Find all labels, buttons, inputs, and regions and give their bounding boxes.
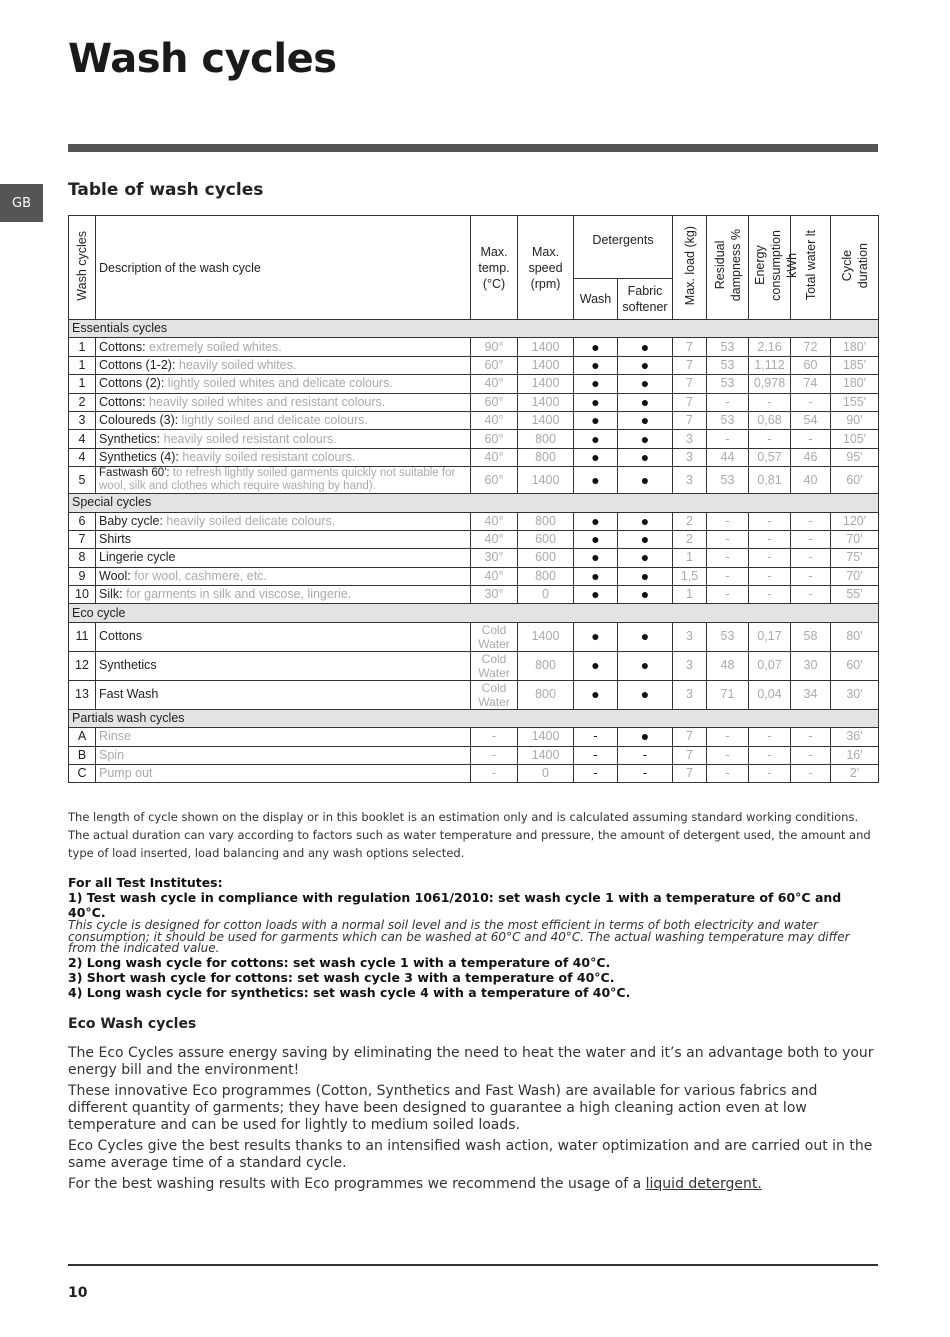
fabric-softener: ● [618,586,673,604]
wash-detergent: ● [574,651,618,680]
cycle-number: 13 [69,680,96,709]
max-temp: 60° [471,467,518,494]
wash-detergent: ● [574,530,618,548]
wash-detergent: - [574,765,618,783]
cycle-number: 5 [69,467,96,494]
max-temp: 60° [471,393,518,411]
eco-paragraph-1: The Eco Cycles assure energy saving by eliminating the need to heat the water and it’s an advantage both to your energy bill and the environment! [68,1045,874,1078]
fabric-softener: ● [618,728,673,746]
residual-dampness: - [707,530,749,548]
eco-paragraph-2: These innovative Eco programmes (Cotton, Synthetics and Fast Wash) are available for various fabrics and different quantity of garments; they have been designed to guarantee a high cleaning action even at low temperature and can be used for lightly to medium soiled loads. [68,1083,818,1133]
table-row [69,411,879,429]
fabric-softener: ● [618,375,673,393]
cycle-detail: heavily soiled delicate colours. [162,513,336,528]
energy-consumption: 0,07 [749,651,791,680]
energy-consumption: - [749,746,791,764]
cycle-number: 6 [69,512,96,530]
total-water: - [791,530,831,548]
max-temp: 60° [471,430,518,448]
test-item-1: 1) Test wash cycle in compliance with regulation 1061/2010: set wash cycle 1 with a temperature of 60°C and 40°C. [68,890,842,920]
cycle-description: Synthetics [96,651,471,680]
section-title: Table of wash cycles [68,180,264,200]
max-speed: 1400 [518,375,574,393]
cycle-number: 10 [69,586,96,604]
max-load: 3 [673,467,707,494]
max-speed: 1400 [518,622,574,651]
total-water: - [791,430,831,448]
header-max-speed: Max. speed (rpm) [518,216,574,320]
cycle-duration: 95' [831,448,879,466]
max-load: 3 [673,651,707,680]
max-load: 7 [673,765,707,783]
energy-consumption: 2,16 [749,338,791,356]
residual-dampness: - [707,765,749,783]
max-load: 2 [673,530,707,548]
cycle-number: 4 [69,430,96,448]
max-load: 1 [673,549,707,567]
max-speed: 1400 [518,746,574,764]
temp-line-2: Water [478,694,510,709]
cycle-duration: 180' [831,338,879,356]
fabric-softener: ● [618,680,673,709]
section-partials: Partials wash cycles [69,709,879,727]
residual-dampness: 71 [707,680,749,709]
cycle-number: 2 [69,393,96,411]
cycle-name: Fastwash 60': [99,467,170,480]
header-fabric-softener: Fabric softener [618,279,673,320]
table-row [69,448,879,466]
max-load: 1,5 [673,567,707,585]
table-row [69,356,879,374]
energy-consumption: - [749,765,791,783]
eco-heading: Eco Wash cycles [68,1016,197,1032]
residual-dampness: - [707,567,749,585]
residual-dampness: 53 [707,622,749,651]
total-water: 46 [791,448,831,466]
residual-dampness: 48 [707,651,749,680]
wash-detergent: ● [574,411,618,429]
residual-dampness: - [707,512,749,530]
energy-consumption: - [749,567,791,585]
cycle-description: Spin [96,746,471,764]
energy-consumption: 0,978 [749,375,791,393]
wash-detergent: ● [574,512,618,530]
cycle-number: C [69,765,96,783]
fabric-softener: ● [618,567,673,585]
temp-line-1: Cold [481,651,507,666]
wash-detergent: ● [574,549,618,567]
cycle-description [96,530,471,548]
max-temp [471,680,518,709]
max-load: 7 [673,411,707,429]
cycle-detail: heavily soiled resistant colours. [178,449,356,464]
table-row [69,746,879,764]
max-speed: 800 [518,448,574,466]
cycle-name: Silk: [99,587,123,602]
cycle-name: Cottons: [99,394,146,409]
cycle-name: Lingerie cycle [99,550,176,565]
total-water: 60 [791,356,831,374]
table-row [69,651,879,680]
max-temp: 40° [471,448,518,466]
wash-detergent: - [574,728,618,746]
cycle-duration: 105' [831,430,879,448]
residual-dampness: - [707,549,749,567]
max-speed: 600 [518,530,574,548]
cycle-description: Fast Wash [96,680,471,709]
eco-paragraph-3: Eco Cycles give the best results thanks to an intensified wash action, water optimization and are carried out in the same average time of a standard cycle. [68,1138,873,1171]
header-energy: Energy consumption kWh [749,216,791,320]
total-water: - [791,765,831,783]
fabric-softener: - [618,746,673,764]
max-temp [471,622,518,651]
cycle-duration: 55' [831,586,879,604]
total-water: - [791,728,831,746]
max-load: 7 [673,356,707,374]
table-row [69,467,879,494]
test-item-4: 4) Long wash cycle for synthetics: set wash cycle 4 with a temperature of 40°C. [68,984,631,1000]
residual-dampness: - [707,393,749,411]
header-max-load: Max. load (kg) [673,216,707,320]
fabric-softener: ● [618,393,673,411]
cycle-number: 1 [69,375,96,393]
temp-line-2: Water [478,636,510,651]
cycle-number: B [69,746,96,764]
total-water: 30 [791,651,831,680]
cycle-duration: 60' [831,651,879,680]
cycle-name: Synthetics (4): [99,449,179,464]
residual-dampness: 53 [707,356,749,374]
energy-consumption: - [749,430,791,448]
cycle-description [96,467,471,494]
max-temp: - [471,746,518,764]
residual-dampness: - [707,746,749,764]
cycle-duration: 60' [831,467,879,494]
cycle-detail: heavily soiled resistant colours. [160,431,337,446]
max-load: 7 [673,375,707,393]
cycle-description [96,567,471,585]
max-temp: - [471,728,518,746]
cycle-detail: heavily soiled whites. [175,357,297,372]
header-residual: Residual dampness % [707,216,749,320]
table-row [69,728,879,746]
residual-dampness: 53 [707,338,749,356]
duration-note: The length of cycle shown on the display or in this booklet is an estimation only and is calculated assuming standard working conditions. The actual duration can vary according to factors such as water temperature and pressure, the amount of detergent used, the amount and type of load inserted, load balancing and any wash options selected. [68,810,871,860]
header-wash: Wash [574,279,618,320]
cycle-number: 4 [69,448,96,466]
fabric-softener: ● [618,530,673,548]
cycle-description [96,411,471,429]
max-load: 7 [673,338,707,356]
wash-detergent: ● [574,356,618,374]
max-temp: - [471,765,518,783]
max-temp: 60° [471,356,518,374]
energy-consumption: 0,57 [749,448,791,466]
energy-consumption: - [749,586,791,604]
max-temp: 90° [471,338,518,356]
max-load: 3 [673,680,707,709]
cycle-duration: 90' [831,411,879,429]
total-water: 72 [791,338,831,356]
max-load: 3 [673,448,707,466]
test-heading: For all Test Institutes: [68,875,223,890]
fabric-softener: ● [618,622,673,651]
cycle-number: 9 [69,567,96,585]
energy-consumption: 1,112 [749,356,791,374]
max-temp: 30° [471,586,518,604]
fabric-softener: ● [618,338,673,356]
header-detergents: Detergents [574,216,673,279]
cycle-duration: 75' [831,549,879,567]
fabric-softener: ● [618,448,673,466]
total-water: - [791,746,831,764]
wash-detergent: ● [574,375,618,393]
cycle-duration: 180' [831,375,879,393]
table-row [69,512,879,530]
cycle-duration: 185' [831,356,879,374]
cycle-duration: 155' [831,393,879,411]
cycle-name: Cottons (1-2): [99,357,176,372]
test-item-1-note: This cycle is designed for cotton loads with a normal soil level and is the most efficient in terms of both electricity and water consumption; it should be used for garments which can be washed at 60°C and 40°C. The actual washing temperature may differ from the indicated value. [68,918,850,955]
energy-consumption: - [749,728,791,746]
eco-section [68,1016,880,1197]
max-speed: 1400 [518,728,574,746]
page-number: 10 [68,1285,88,1301]
residual-dampness: 53 [707,411,749,429]
cycle-detail: heavily soiled whites and resistant colours. [145,394,386,409]
wash-detergent: ● [574,338,618,356]
test-item-2: 2) Long wash cycle for cottons: set wash cycle 1 with a temperature of 40°C. [68,954,611,970]
residual-dampness: - [707,728,749,746]
total-water: 58 [791,622,831,651]
cycle-number: 7 [69,530,96,548]
energy-consumption: - [749,549,791,567]
max-speed: 1400 [518,356,574,374]
table-row [69,393,879,411]
cycle-name: Shirts [99,532,131,547]
max-speed: 1400 [518,411,574,429]
max-speed: 800 [518,430,574,448]
total-water: - [791,512,831,530]
total-water: 54 [791,411,831,429]
cycle-duration: 16' [831,746,879,764]
cycle-description: Rinse [96,728,471,746]
max-temp: 40° [471,411,518,429]
cycle-duration: 70' [831,530,879,548]
table-row [69,530,879,548]
wash-detergent: ● [574,622,618,651]
energy-consumption: 0,04 [749,680,791,709]
residual-dampness: 53 [707,375,749,393]
temp-line-1: Cold [481,622,507,637]
max-speed: 1400 [518,338,574,356]
cycle-name: Coloureds (3): [99,413,179,428]
fabric-softener: ● [618,467,673,494]
residual-dampness: 53 [707,467,749,494]
cycle-detail: lightly soiled and delicate colours. [178,413,368,428]
total-water: - [791,567,831,585]
cycle-name: Baby cycle: [99,513,163,528]
cycle-description [96,375,471,393]
max-temp: 40° [471,530,518,548]
section-essentials: Essentials cycles [69,320,879,338]
fabric-softener: ● [618,356,673,374]
cycle-name: Wool: [99,568,131,583]
wash-detergent: ● [574,448,618,466]
wash-detergent: ● [574,430,618,448]
cycle-description [96,356,471,374]
max-load: 7 [673,393,707,411]
total-water: - [791,549,831,567]
table-row [69,430,879,448]
cycle-description [96,586,471,604]
section-eco: Eco cycle [69,604,879,622]
max-temp: 40° [471,567,518,585]
liquid-detergent-link[interactable]: liquid detergent. [645,1176,762,1192]
max-load: 7 [673,728,707,746]
header-wash-cycles: Wash cycles [69,216,96,320]
cycle-description: Pump out [96,765,471,783]
max-speed: 600 [518,549,574,567]
header-divider [68,144,878,152]
total-water: - [791,586,831,604]
fabric-softener: ● [618,430,673,448]
header-duration: Cycle duration [831,216,879,320]
footer-divider [68,1264,878,1266]
fabric-softener: ● [618,411,673,429]
table-row [69,567,879,585]
cycle-description [96,393,471,411]
max-speed: 0 [518,765,574,783]
cycle-duration: 70' [831,567,879,585]
total-water: - [791,393,831,411]
fabric-softener: - [618,765,673,783]
wash-detergent: ● [574,680,618,709]
cycle-description [96,430,471,448]
header-description: Description of the wash cycle [96,216,471,320]
cycle-description [96,448,471,466]
total-water: 34 [791,680,831,709]
table-row [69,586,879,604]
wash-cycles-table [68,215,879,783]
total-water: 40 [791,467,831,494]
table-row [69,549,879,567]
max-load: 7 [673,746,707,764]
max-load: 2 [673,512,707,530]
cycle-detail: to refresh lightly soiled garments quickly not suitable for wool, silk and clothes which require washing by hand). [99,467,456,493]
cycle-duration: 2' [831,765,879,783]
cycle-number: 11 [69,622,96,651]
fabric-softener: ● [618,512,673,530]
table-row [69,765,879,783]
language-tab: GB [0,184,43,222]
residual-dampness: - [707,430,749,448]
cycle-name: Synthetics: [99,431,161,446]
cycle-number: 12 [69,651,96,680]
table-row [69,680,879,709]
table-row [69,375,879,393]
cycle-number: 8 [69,549,96,567]
max-temp: 30° [471,549,518,567]
max-speed: 1400 [518,467,574,494]
max-load: 1 [673,586,707,604]
cycle-duration: 80' [831,622,879,651]
header-water: Total water lt [791,216,831,320]
wash-detergent: ● [574,567,618,585]
cycle-description [96,512,471,530]
total-water: 74 [791,375,831,393]
cycle-detail: for wool, cashmere, etc. [130,568,267,583]
energy-consumption: - [749,393,791,411]
max-speed: 1400 [518,393,574,411]
eco-paragraph-4: For the best washing results with Eco programmes we recommend the usage of a liquid detergent. [68,1176,762,1192]
energy-consumption: - [749,512,791,530]
residual-dampness: 44 [707,448,749,466]
cycle-description: Cottons [96,622,471,651]
energy-consumption: - [749,530,791,548]
cycle-detail: for garments in silk and viscose, lingerie. [122,587,352,602]
energy-consumption: 0,68 [749,411,791,429]
max-speed: 800 [518,512,574,530]
cycle-name: Cottons (2): [99,376,165,391]
cycle-number: A [69,728,96,746]
max-temp [471,651,518,680]
fabric-softener: ● [618,549,673,567]
cycle-number: 1 [69,356,96,374]
cycle-number: 3 [69,411,96,429]
cycle-number: 1 [69,338,96,356]
energy-consumption: 0,81 [749,467,791,494]
test-institutes [68,875,880,1000]
header-max-temp: Max. temp. (°C) [471,216,518,320]
cycle-detail: extremely soiled whites. [145,339,282,354]
residual-dampness: - [707,586,749,604]
test-item-3: 3) Short wash cycle for cottons: set wash cycle 3 with a temperature of 40°C. [68,969,615,985]
cycle-duration: 30' [831,680,879,709]
cycle-duration: 36' [831,728,879,746]
max-temp: 40° [471,512,518,530]
wash-detergent: ● [574,467,618,494]
energy-consumption: 0,17 [749,622,791,651]
fabric-softener: ● [618,651,673,680]
page-title: Wash cycles [68,36,337,82]
max-speed: 800 [518,680,574,709]
cycle-name: Cottons: [99,339,146,354]
max-speed: 0 [518,586,574,604]
max-speed: 800 [518,567,574,585]
cycle-detail: lightly soiled whites and delicate colours. [164,376,393,391]
max-temp: 40° [471,375,518,393]
wash-detergent: ● [574,393,618,411]
section-special: Special cycles [69,494,879,512]
cycle-description [96,549,471,567]
cycle-duration: 120' [831,512,879,530]
temp-line-1: Cold [481,680,507,695]
wash-detergent: ● [574,586,618,604]
table-row [69,622,879,651]
wash-detergent: - [574,746,618,764]
max-load: 3 [673,622,707,651]
temp-line-2: Water [478,665,510,680]
cycle-description [96,338,471,356]
max-speed: 800 [518,651,574,680]
max-load: 3 [673,430,707,448]
table-row [69,338,879,356]
